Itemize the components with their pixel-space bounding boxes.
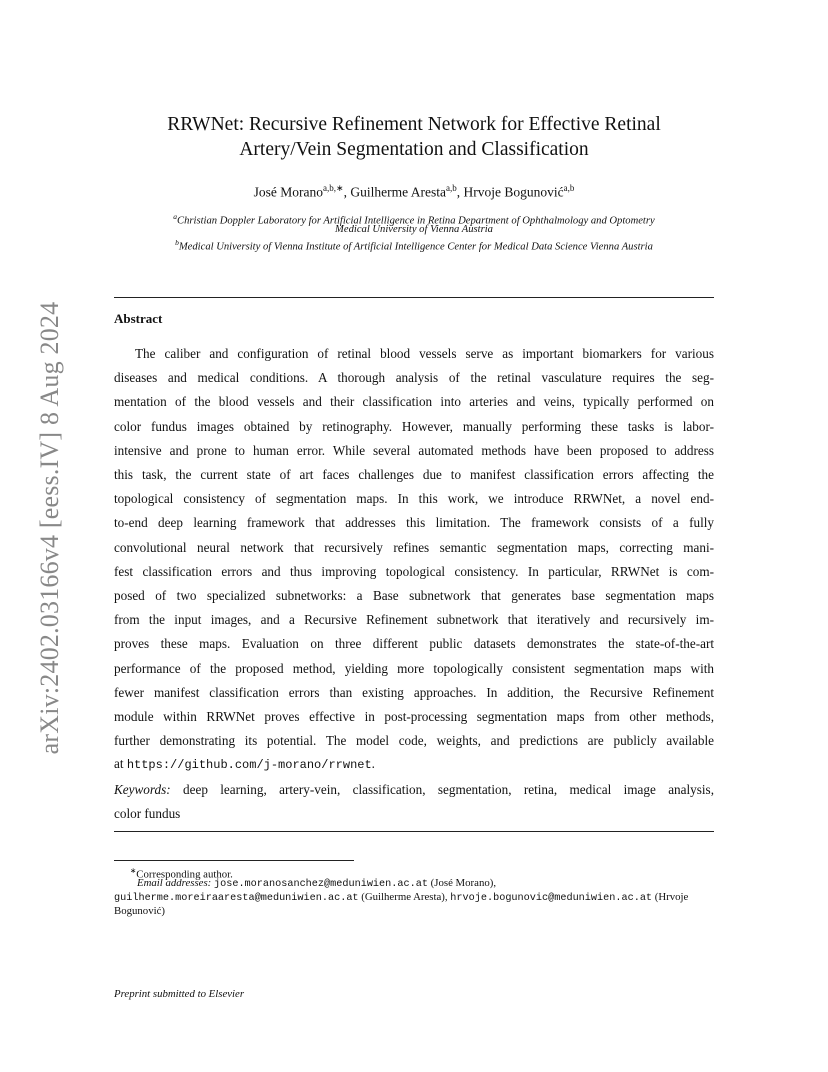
abstract-line: intensive and prone to human error. While several automated methods have been proposed to address — [114, 442, 714, 458]
email-link[interactable]: hrvoje.bogunovic@meduniwien.ac.at — [450, 893, 653, 904]
preprint-notice: Preprint submitted to Elsevier — [114, 988, 245, 1000]
email-addresses-line-3: Bogunović) — [114, 905, 165, 917]
abstract-line: module within RRWNet proves effective in post-processing segmentation maps from other methods, — [114, 709, 714, 724]
abstract-line: posed of two specialized subnetworks: a Base subnetwork that generates base segmentation maps — [114, 588, 714, 603]
footnote-rule — [114, 860, 354, 861]
abstract-line: diseases and medical conditions. A thorough analysis of the retinal vasculature requires the seg- — [114, 370, 714, 386]
top-rule — [114, 297, 714, 298]
affiliation-b: $^b$Medical University of Vienna Institute of Artificial Intelligence Center for Medical Data Science Vienna Austria — [175, 238, 653, 253]
email-addresses-line-2: guilherme.moreiraaresta@meduniwien.ac.at (Guilherme Aresta), hrvoje.bogunovic@meduniwien.ac.at (Hrvoje — [114, 891, 689, 904]
abstract-line: convolutional neural network that recursively refines semantic segmentation maps, correcting mani- — [114, 539, 714, 555]
author-list: José Morano$^{a,b,∗}$, Guilherme Aresta$^{a,b}$, Hrvoje Bogunović$^{a,b}$ — [253, 183, 575, 200]
paper-title — [114, 112, 714, 162]
code-url-link[interactable]: https://github.com/j-morano/rrwnet — [126, 758, 372, 772]
abstract-line: further demonstrating its potential. The model code, weights, and predictions are publicly available — [114, 733, 714, 749]
abstract-line: mentation of the blood vessels and their classification into arteries and veins, typically performed on — [114, 394, 714, 410]
keywords-line-2: color fundus — [114, 806, 181, 821]
author-name: José Morano — [253, 184, 324, 200]
abstract-line: performance of the proposed method, yielding more topologically consistent segmentation maps with — [114, 660, 714, 676]
bottom-rule — [114, 831, 714, 832]
abstract-line: fewer manifest classification errors than existing approaches. In addition, the Recursive Refinement — [114, 684, 714, 700]
affiliation-a-continued: Medical University of Vienna Austria — [335, 224, 493, 235]
corresponding-author-note: ∗Corresponding author. — [130, 866, 233, 881]
title-line-1: RRWNet: Recursive Refinement Network for Effective Retinal — [167, 114, 661, 135]
email-link[interactable]: jose.moranosanchez@meduniwien.ac.at — [213, 879, 428, 890]
abstract-line: fest classification errors and thus improving topological consistency. In particular, RRWNet is com- — [114, 563, 714, 579]
abstract-line: from the input images, and a Recursive Refinement subnetwork that iteratively and recursively im- — [114, 612, 714, 628]
title-line-2: Artery/Vein Segmentation and Classification — [239, 139, 589, 160]
abstract-line: topological consistency of segmentation maps. In this work, we introduce RRWNet, a novel end- — [114, 491, 714, 507]
keywords-label: Keywords: — [114, 782, 171, 797]
abstract-heading: Abstract — [114, 311, 163, 326]
author-affil-mark: a,b — [563, 183, 575, 193]
abstract-line: color fundus images obtained by retinography. However, manually performing these tasks is labor- — [114, 418, 714, 434]
email-link[interactable]: guilherme.moreiraaresta@meduniwien.ac.at — [114, 893, 359, 904]
abstract-line: to-end deep learning framework that addresses this limitation. The framework consists of a fully — [114, 515, 714, 531]
email-addresses-line-1: Email addresses: jose.moranosanchez@meduniwien.ac.at (José Morano), — [137, 877, 497, 890]
arxiv-identifier: arXiv:2402.03166v4 [eess.IV] 8 Aug 2024 — [35, 301, 64, 755]
author-affil-mark: a,b,∗ — [323, 183, 344, 193]
author-name: Hrvoje Bogunović — [463, 184, 564, 200]
abstract-line: this task, the current state of art faces challenges due to manifest classification errors affecting the — [114, 467, 714, 482]
author-affil-mark: a,b — [445, 183, 457, 193]
abstract-line: The caliber and configuration of retinal blood vessels serve as important biomarkers for various — [135, 346, 714, 361]
author-name: Guilherme Aresta — [350, 184, 446, 200]
keywords-line-1: Keywords: deep learning, artery-vein, classification, segmentation, retina, medical image analysis, — [114, 782, 714, 797]
abstract-line-final: at https://github.com/j-morano/rrwnet. — [114, 756, 375, 772]
affiliation-a: $^a$Christian Doppler Laboratory for Artificial Intelligence in Retina Department of Ophthalmology and Optometry — [173, 212, 655, 227]
abstract-line: proves these maps. Evaluation on three different public datasets demonstrates the state-of-the-art — [114, 636, 714, 652]
